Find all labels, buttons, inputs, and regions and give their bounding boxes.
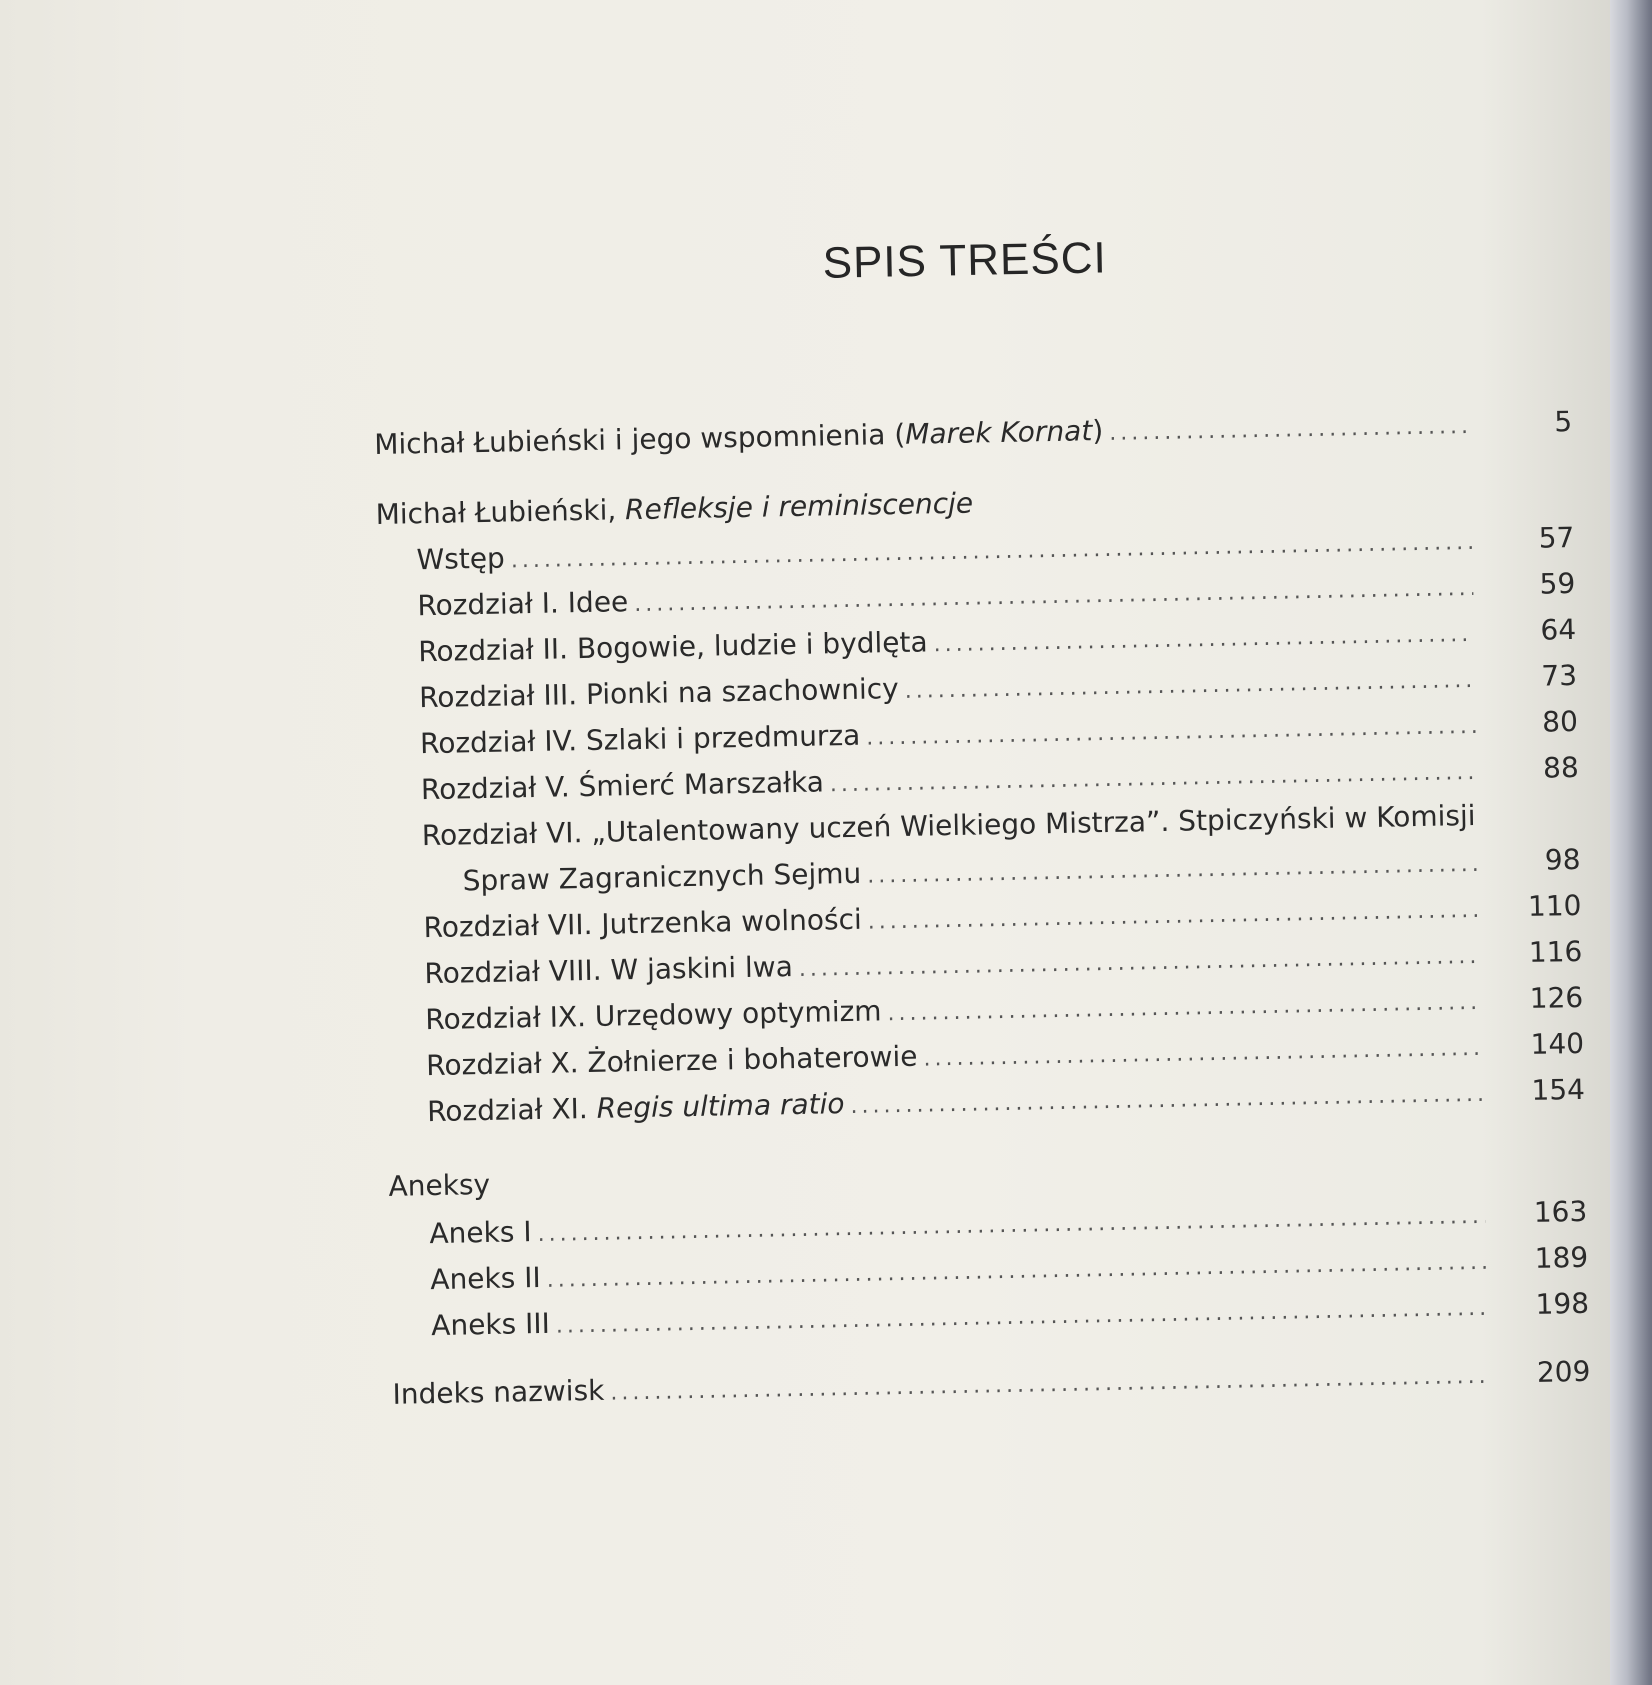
intro-label: Michał Łubieński i jego wspomnienia (	[374, 417, 906, 461]
toc-entry-label: Aneks I	[429, 1215, 532, 1251]
page-number: 5	[1553, 405, 1573, 439]
page-number: 110	[1527, 888, 1582, 923]
page-title: SPIS TREŚCI	[822, 233, 1108, 288]
page-number: 116	[1528, 934, 1583, 969]
page-number: 198	[1535, 1286, 1590, 1321]
toc-entry-label: Rozdział V. Śmierć Marszałka	[420, 765, 825, 807]
toc-entry-label: Aneks III	[430, 1306, 551, 1343]
page-number: 80	[1541, 704, 1579, 739]
toc-entry-label: Rozdział I. Idee	[417, 585, 629, 623]
toc-entry-label: Rozdział VII. Jutrzenka wolności	[423, 902, 862, 945]
page-number: 189	[1534, 1240, 1589, 1275]
toc-entry-label: Indeks nazwisk	[392, 1373, 605, 1411]
page-number: 73	[1541, 658, 1578, 693]
chapter-title-italic: Regis ultima ratio	[596, 1087, 845, 1125]
page-number: 163	[1533, 1194, 1588, 1229]
page-number: 154	[1531, 1072, 1586, 1107]
page-number: 88	[1542, 750, 1580, 785]
part-label: Michał Łubieński,	[375, 493, 626, 531]
intro-author: Marek Kornat	[904, 414, 1093, 451]
annexes-heading: Aneksy	[388, 1167, 491, 1203]
toc-entry-label: Rozdział III. Pionki na szachownicy	[418, 671, 900, 715]
page-number: 57	[1538, 520, 1575, 555]
toc-entry-label: Rozdział X. Żołnierze i bohaterowie	[425, 1039, 918, 1083]
chapter-prefix: Rozdział XI.	[426, 1091, 597, 1129]
toc-entry-label: Wstęp	[416, 541, 506, 577]
toc-entry-label-continued: Spraw Zagranicznych Sejmu	[462, 856, 862, 898]
intro-close: )	[1091, 414, 1104, 448]
toc-entry-label: Aneks II	[430, 1260, 542, 1297]
toc-entry-label-long: Rozdział VI. „Utalentowany uczeń Wielkiego Mistrza”. Stpiczyński w Komisji	[421, 798, 1476, 853]
page-number: 126	[1529, 980, 1584, 1015]
page-number: 140	[1530, 1026, 1585, 1061]
page-number: 59	[1539, 566, 1576, 601]
page-number: 98	[1544, 842, 1581, 877]
toc-entry-label: Rozdział IV. Szlaki i przedmurza	[419, 718, 861, 761]
part-subtitle: Refleksje i reminiscencje	[624, 486, 974, 527]
toc-entry-label: Rozdział VIII. W jaskini lwa	[424, 950, 794, 991]
page-number: 209	[1536, 1354, 1591, 1389]
page-number: 64	[1540, 612, 1577, 647]
toc-entry-label: Rozdział II. Bogowie, ludzie i bydlęta	[417, 625, 928, 669]
toc-entry-label: Rozdział IX. Urzędowy optymizm	[425, 994, 882, 1037]
